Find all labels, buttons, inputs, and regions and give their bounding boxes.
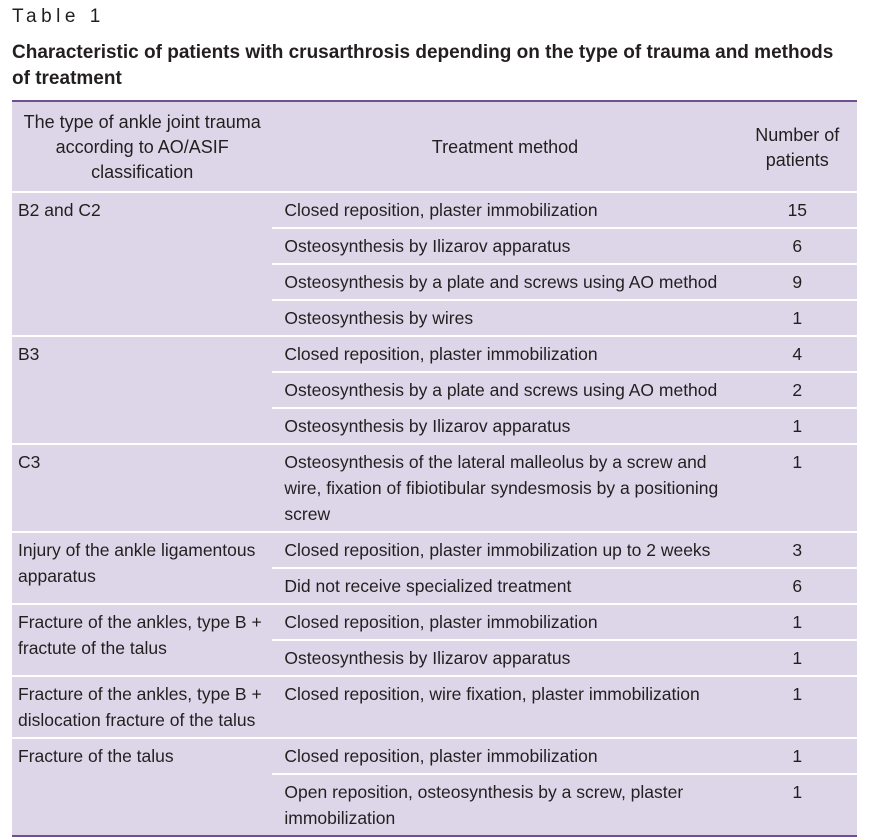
treatment-method-cell: Closed reposition, plaster immobilization (272, 738, 737, 774)
treatment-method-cell: Osteosynthesis by Ilizarov apparatus (272, 228, 737, 264)
header-number-of-patients: Number of patients (738, 101, 857, 192)
patient-count-cell: 1 (738, 738, 857, 774)
patient-count-cell: 2 (738, 372, 857, 408)
treatment-method-cell: Closed reposition, plaster immobilization (272, 336, 737, 372)
patients-table (12, 100, 857, 837)
treatment-method-cell: Osteosynthesis by wires (272, 300, 737, 336)
patient-count-cell: 15 (738, 192, 857, 228)
table-row (12, 444, 857, 532)
treatment-method-cell: Osteosynthesis of the lateral malleolus by a screw and wire, fixation of fibiotibular syndesmosis by a positioning screw (272, 444, 737, 532)
treatment-method-cell: Osteosynthesis by Ilizarov apparatus (272, 408, 737, 444)
table-row (12, 532, 857, 568)
header-trauma-type: The type of ankle joint trauma according to AO/ASIF classification (12, 101, 272, 192)
patient-count-cell: 1 (738, 774, 857, 836)
table-body (12, 192, 857, 836)
trauma-type-cell: Fracture of the talus (12, 738, 272, 836)
trauma-type-cell: Injury of the ankle ligamentous apparatus (12, 532, 272, 604)
trauma-type-cell: C3 (12, 444, 272, 532)
treatment-method-cell: Osteosynthesis by a plate and screws using AO method (272, 372, 737, 408)
header-treatment-method: Treatment method (272, 101, 737, 192)
trauma-type-cell: B2 and C2 (12, 192, 272, 336)
treatment-method-cell: Closed reposition, plaster immobilization up to 2 weeks (272, 532, 737, 568)
trauma-type-cell: Fracture of the ankles, type B + dislocation fracture of the talus (12, 676, 272, 738)
table-row (12, 192, 857, 228)
table-row (12, 676, 857, 738)
patient-count-cell: 1 (738, 640, 857, 676)
patient-count-cell: 6 (738, 228, 857, 264)
patient-count-cell: 6 (738, 568, 857, 604)
treatment-method-cell: Closed reposition, plaster immobilization (272, 604, 737, 640)
table-number-label: Table 1 (12, 6, 105, 27)
table-caption: Characteristic of patients with crusarthrosis depending on the type of trauma and methods of treatment (12, 42, 834, 89)
treatment-method-cell: Did not receive specialized treatment (272, 568, 737, 604)
patient-count-cell: 4 (738, 336, 857, 372)
patient-count-cell: 1 (738, 604, 857, 640)
patient-count-cell: 1 (738, 676, 857, 738)
patient-count-cell: 1 (738, 444, 857, 532)
trauma-type-cell: Fracture of the ankles, type B + fractute of the talus (12, 604, 272, 676)
patient-count-cell: 9 (738, 264, 857, 300)
treatment-method-cell: Osteosynthesis by a plate and screws using AO method (272, 264, 737, 300)
patient-count-cell: 1 (738, 300, 857, 336)
treatment-method-cell: Closed reposition, wire fixation, plaster immobilization (272, 676, 737, 738)
treatment-method-cell: Osteosynthesis by Ilizarov apparatus (272, 640, 737, 676)
table-header-row (12, 101, 857, 192)
patient-count-cell: 3 (738, 532, 857, 568)
treatment-method-cell: Closed reposition, plaster immobilization (272, 192, 737, 228)
table-row (12, 336, 857, 372)
treatment-method-cell: Open reposition, osteosynthesis by a screw, plaster immobilization (272, 774, 737, 836)
table-row (12, 604, 857, 640)
patient-count-cell: 1 (738, 408, 857, 444)
table-row (12, 738, 857, 774)
trauma-type-cell: B3 (12, 336, 272, 444)
